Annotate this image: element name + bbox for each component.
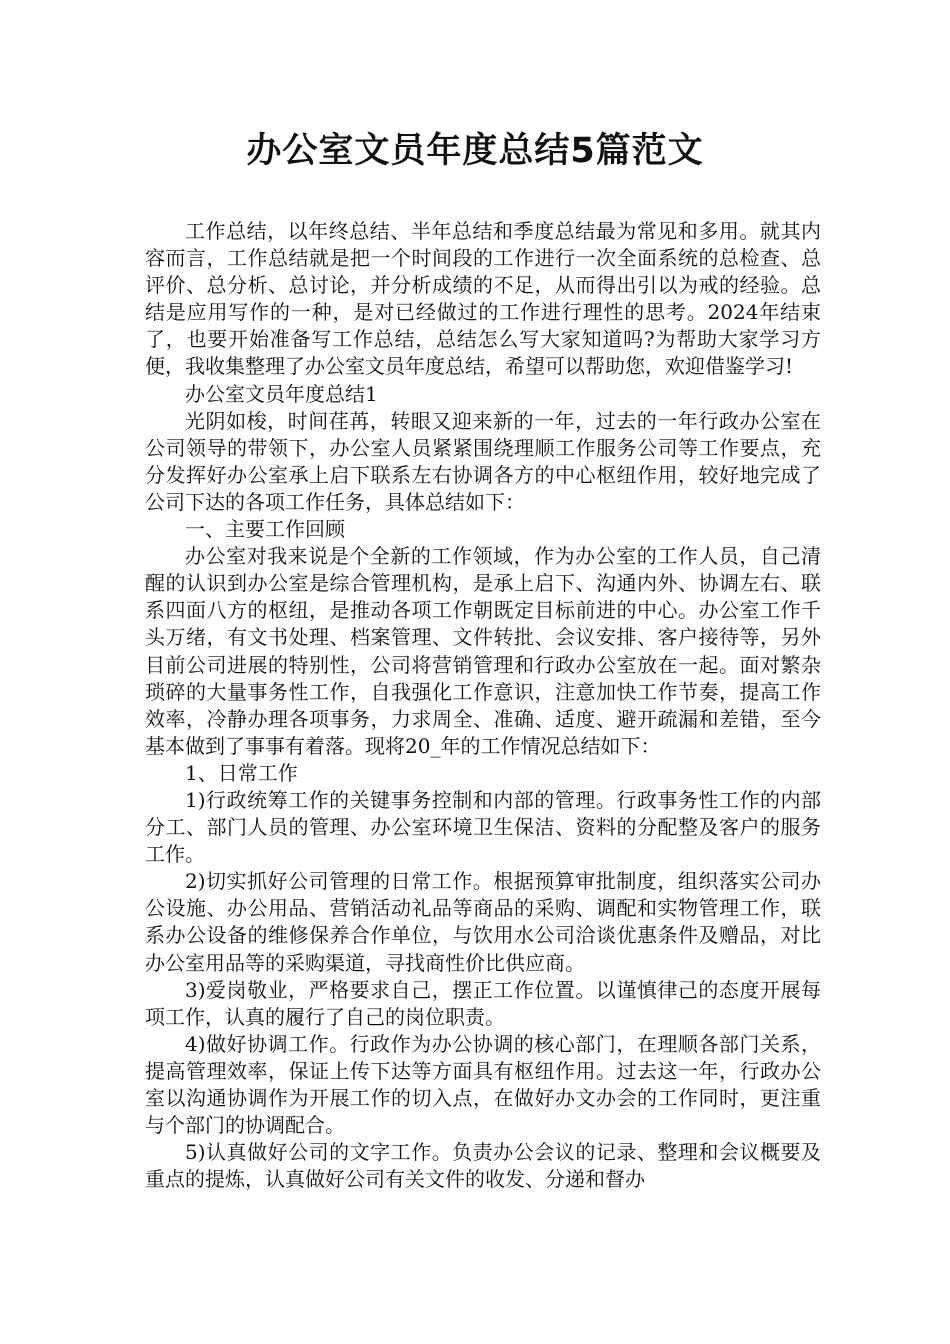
paragraph-subheading: 一、主要工作回顾 (185, 517, 345, 542)
paragraph-list-item: 1)行政统筹工作的关键事务控制和内部的管理。行政事务性工作的内部分工、部门人员的管理、办公室环境卫生保洁、资料的分配整及客户的服务工作。 (145, 787, 821, 867)
paragraph-list-item: 3)爱岗敬业，严格要求自己，摆正工作位置。以谨慎律己的态度开展每项工作，认真的履行了自己的岗位职责。 (145, 977, 821, 1029)
document-body (145, 218, 821, 1193)
paragraph-subheading: 1、日常工作 (185, 760, 298, 785)
paragraph-list-item: 4)做好协调工作。行政作为办公协调的核心部门，在理顺各部门关系，提高管理效率，保证上传下达等方面具有枢纽作用。过去这一年，行政办公室以沟通协调作为开展工作的切入点，在做好办文办会的工作同时，更注重与个部门的协调配合。 (145, 1031, 821, 1138)
paragraph-section-heading: 办公室文员年度总结1 (185, 381, 378, 406)
paragraph-list-item: 2)切实抓好公司管理的日常工作。根据预算审批制度，组织落实公司办公设施、办公用品、营销活动礼品等商品的采购、调配和实物管理工作，联系办公设备的维修保养合作单位，与饮用水公司洽谈优惠条件及赠品，对比办公室用品等的采购渠道，寻找商性价比供应商。 (145, 869, 821, 975)
document-title: 办公室文员年度总结5篇范文 (246, 131, 704, 171)
paragraph: 光阴如梭，时间荏苒，转眼又迎来新的一年，过去的一年行政办公室在公司领导的带领下，办公室人员紧紧围绕理顺工作服务公司等工作要点，充分发挥好办公室承上启下联系左右协调各方的中心枢纽作用，较好地完成了公司下达的各项工作任务，具体总结如下： (145, 408, 821, 514)
paragraph-intro: 工作总结，以年终总结、半年总结和季度总结最为常见和多用。就其内容而言，工作总结就是把一个时间段的工作进行一次全面系统的总检查、总评价、总分析、总讨论，并分析成绩的不足，从而得出引以为戒的经验。总结是应用写作的一种，是对已经做过的工作进行理性的思考。2024年结束了，也要开始准备写工作总结，总结怎么写大家知道吗?为帮助大家学习方便，我收集整理了办公室文员年度总结，希望可以帮助您，欢迎借鉴学习! (145, 219, 821, 379)
paragraph-list-item: 5)认真做好公司的文字工作。负责办公会议的记录、整理和会议概要及重点的提炼，认真做好公司有关文件的收发、分递和督办 (145, 1140, 821, 1192)
paragraph: 办公室对我来说是个全新的工作领域，作为办公室的工作人员，自己清醒的认识到办公室是综合管理机构，是承上启下、沟通内外、协调左右、联系四面八方的枢纽，是推动各项工作朝既定目标前进的中心。办公室工作千头万绪，有文书处理、档案管理、文件转批、会议安排、客户接待等，另外目前公司进展的特别性，公司将营销管理和行政办公室放在一起。面对繁杂琐碎的大量事务性工作，自我强化工作意识，注意加快工作节奏，提高工作效率，冷静办理各项事务，力求周全、准确、适度、避开疏漏和差错，至今基本做到了事事有着落。现将20_年的工作情况总结如下： (145, 544, 821, 758)
